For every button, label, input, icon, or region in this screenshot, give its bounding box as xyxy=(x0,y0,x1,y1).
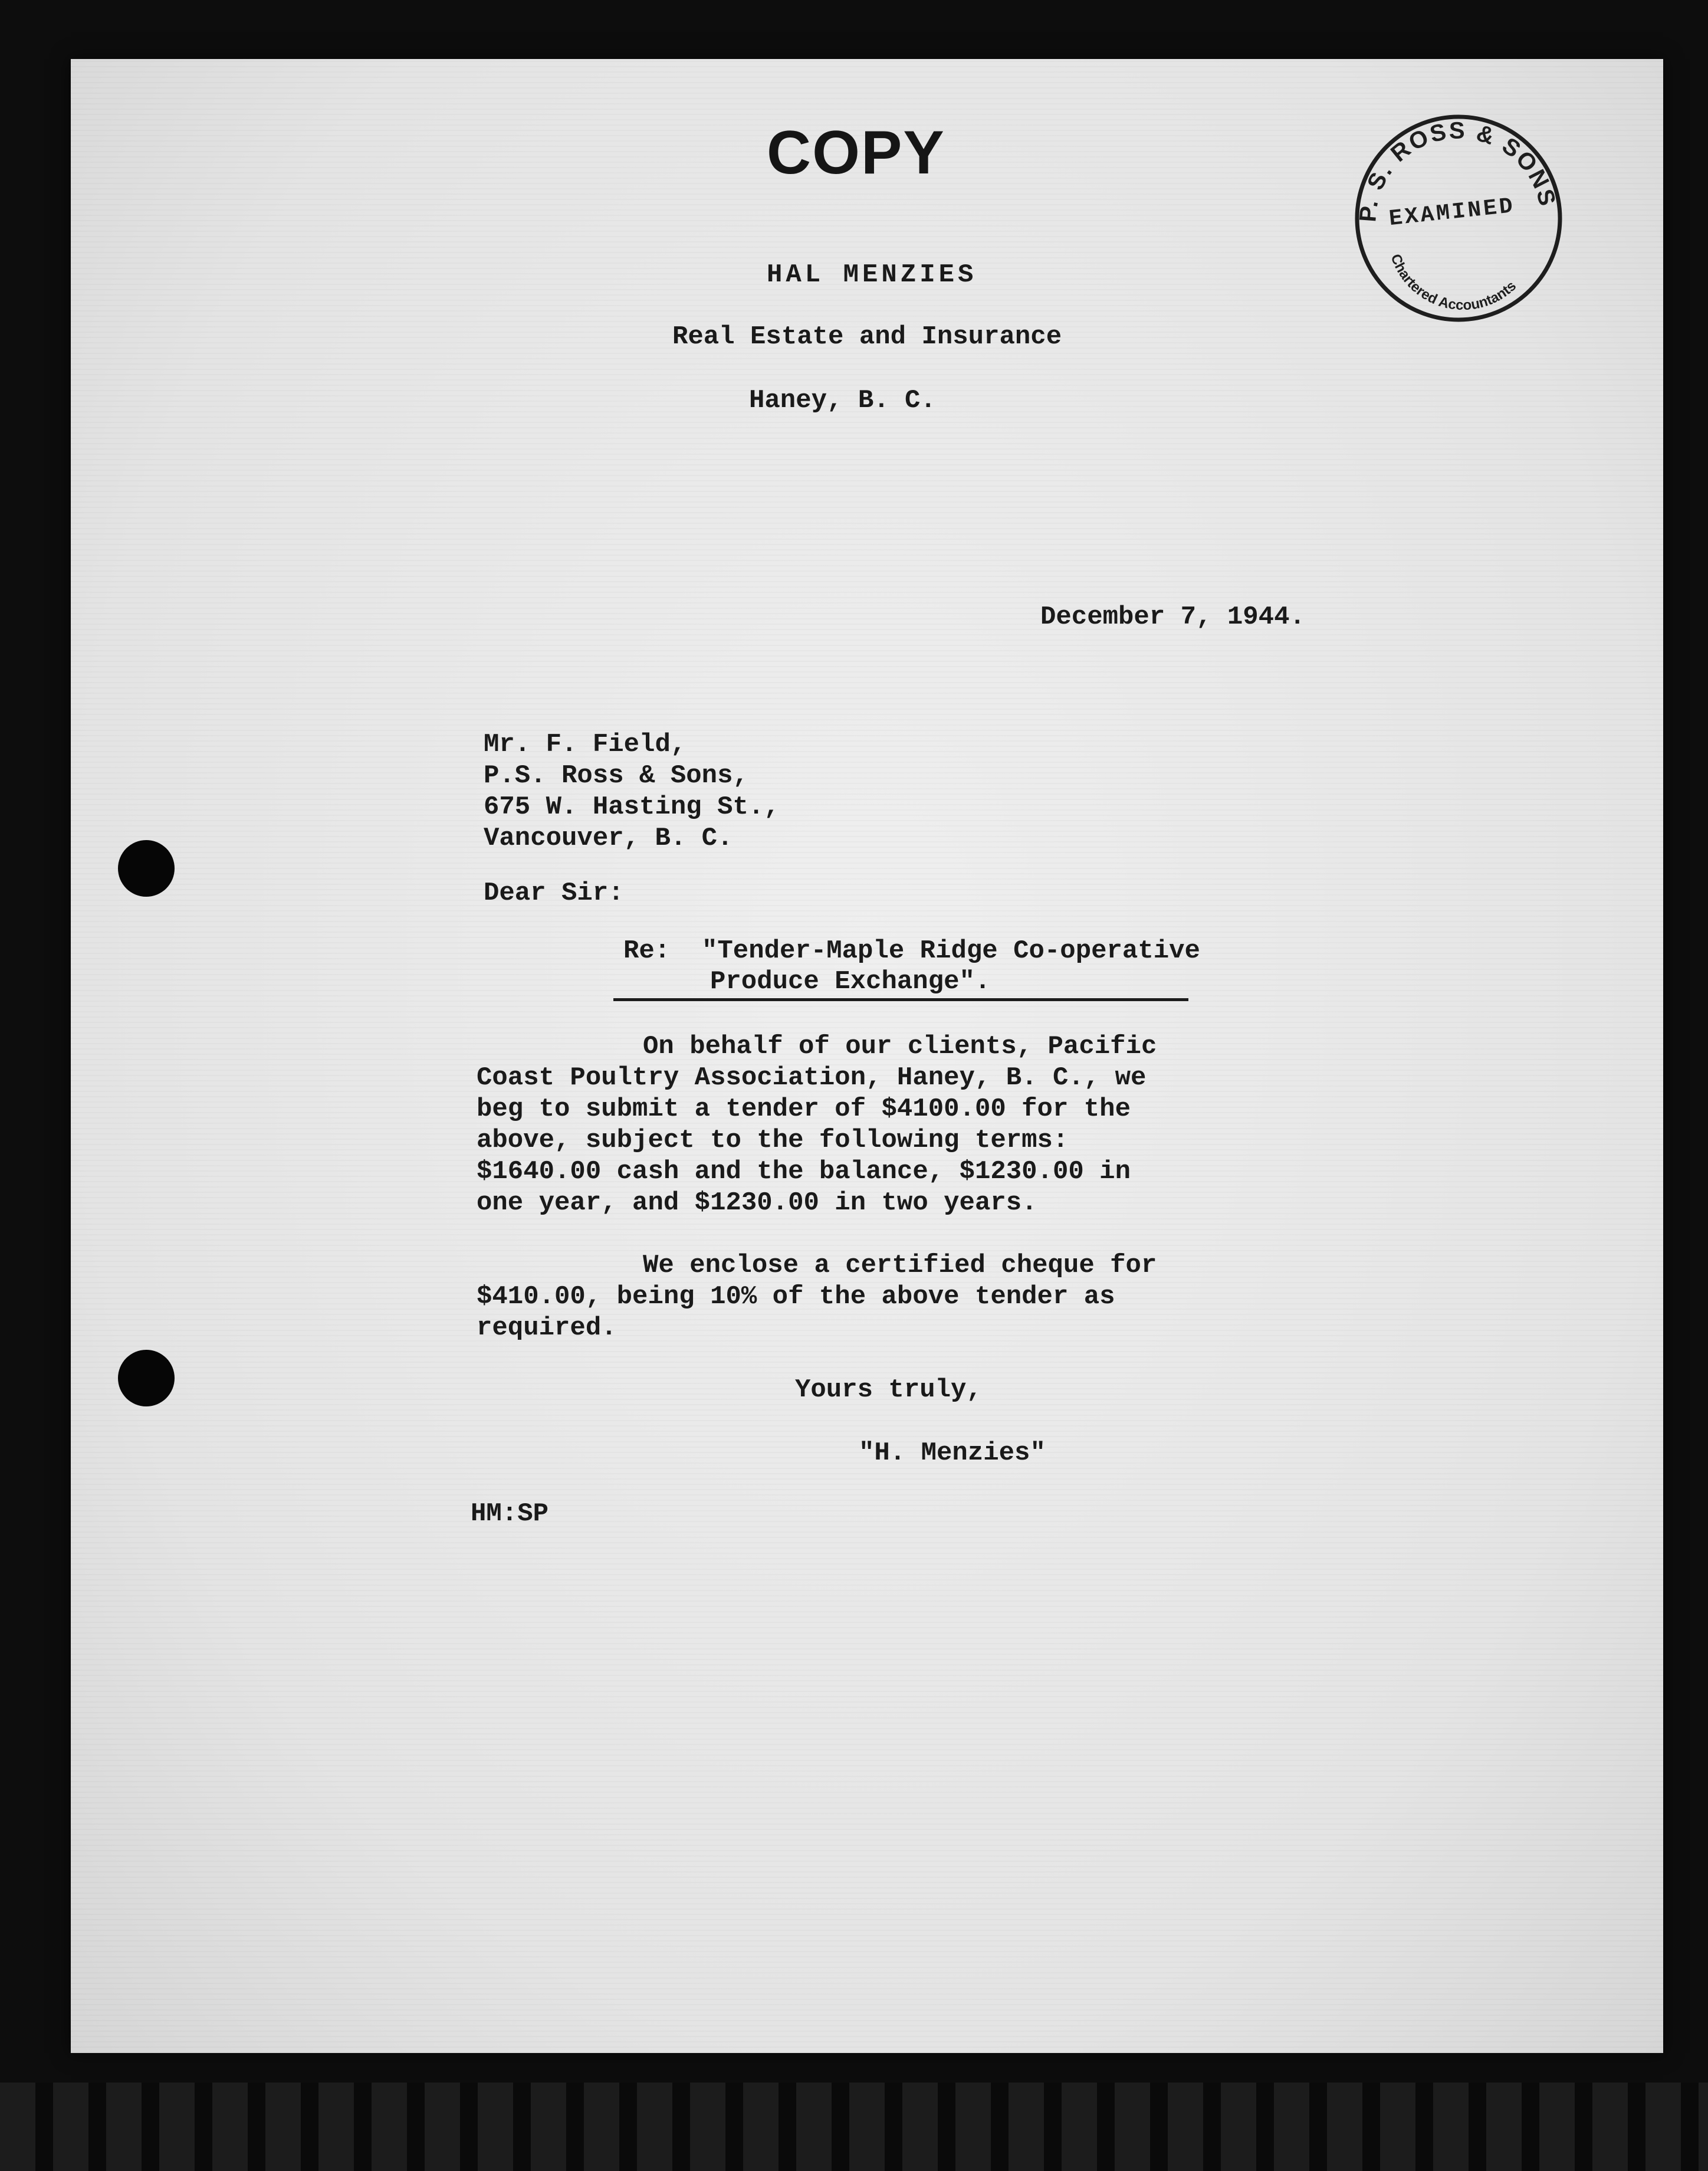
body-paragraph-1-line: one year, and $1230.00 in two years. xyxy=(477,1188,1037,1218)
subject-line-1: "Tender-Maple Ridge Co-operative xyxy=(702,936,1200,966)
copy-label: COPY xyxy=(767,119,945,187)
stamp-top-text: P. S. ROSS & SONS xyxy=(1355,117,1561,223)
body-paragraph-2-line: We enclose a certified cheque for xyxy=(643,1251,1157,1280)
punch-hole-upper xyxy=(118,840,175,897)
letterhead-name: HAL MENZIES xyxy=(767,260,977,290)
stamp-bottom-text: Chartered Accountants xyxy=(1387,252,1520,314)
film-strip-border xyxy=(0,2083,1708,2171)
salutation: Dear Sir: xyxy=(484,878,624,908)
subject-underline xyxy=(613,998,1188,1001)
body-paragraph-2-line: required. xyxy=(477,1313,617,1343)
signature: "H. Menzies" xyxy=(859,1438,1046,1468)
closing: Yours truly, xyxy=(795,1375,982,1405)
recipient-city: Vancouver, B. C. xyxy=(484,824,733,853)
recipient-company: P.S. Ross & Sons, xyxy=(484,761,748,791)
examined-stamp xyxy=(1332,100,1579,330)
reference-initials: HM:SP xyxy=(471,1499,549,1529)
subject-line-2: Produce Exchange". xyxy=(710,967,991,996)
letterhead-business: Real Estate and Insurance xyxy=(672,322,1062,352)
letter-date: December 7, 1944. xyxy=(1040,602,1305,632)
body-paragraph-1-line: above, subject to the following terms: xyxy=(477,1126,1069,1155)
body-paragraph-1-line: Coast Poultry Association, Haney, B. C., we xyxy=(477,1063,1147,1093)
body-paragraph-1-line: beg to submit a tender of $4100.00 for the xyxy=(477,1094,1131,1124)
body-paragraph-1-line: On behalf of our clients, Pacific xyxy=(643,1032,1157,1061)
recipient-street: 675 W. Hasting St., xyxy=(484,792,780,822)
punch-hole-lower xyxy=(118,1350,175,1406)
recipient-name: Mr. F. Field, xyxy=(484,730,687,759)
letterhead-location: Haney, B. C. xyxy=(749,386,936,415)
stamp-center-text: EXAMINED xyxy=(1388,193,1516,232)
body-paragraph-2-line: $410.00, being 10% of the above tender as xyxy=(477,1282,1115,1311)
body-paragraph-1-line: $1640.00 cash and the balance, $1230.00 in xyxy=(477,1157,1131,1186)
subject-label: Re: xyxy=(623,936,671,966)
